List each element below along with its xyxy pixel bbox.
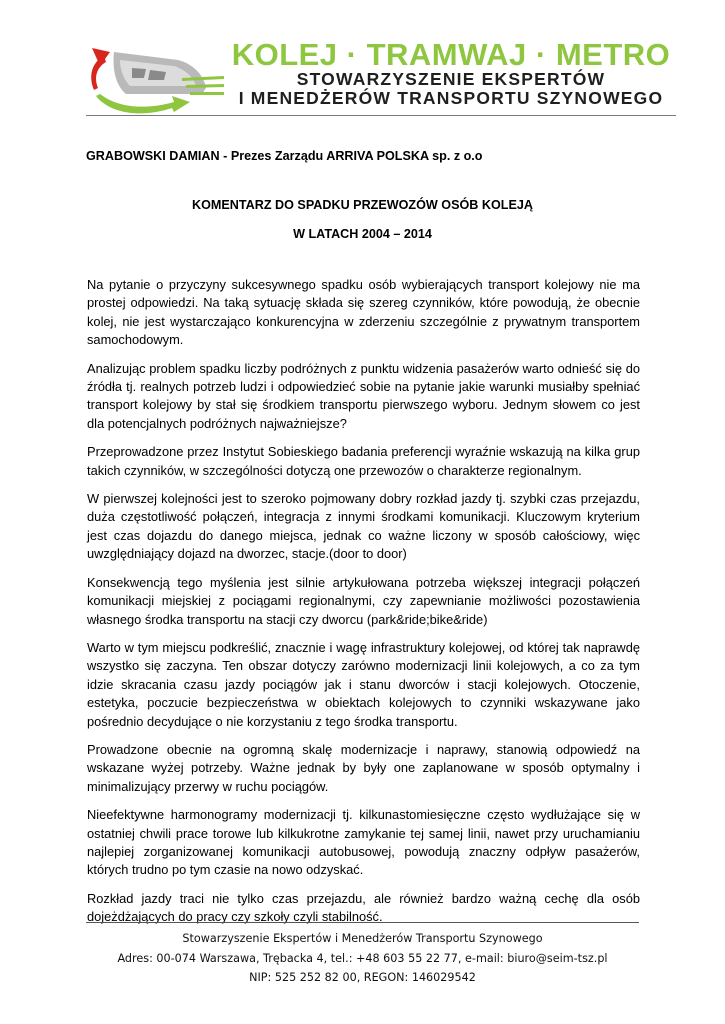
- author-line: GRABOWSKI DAMIAN - Prezes Zarządu ARRIVA POLSKA sp. z o.o: [86, 149, 483, 163]
- train-logo-icon: [86, 38, 224, 116]
- brand-title: KOLEJ · TRAMWAJ · METRO: [231, 37, 671, 72]
- paragraph: Prowadzone obecnie na ogromną skalę modernizacje i naprawy, stanowią odpowiedź na wskazane wyżej potrzeby. Ważne jednak by były one zaplanowane w sposób optymalny i minimalizujący przerwy w ruchu pociągów.: [87, 741, 640, 794]
- paragraph: Konsekwencją tego myślenia jest silnie artykułowana potrzeba większej integracji połączeń komunikacji miejskiej z pociągami regionalnymi, czy zapewnianie możliwości pozostawienia własnego środka transportu na stacji czy dworcu (park&ride;bike&ride): [87, 574, 640, 627]
- paragraph: Na pytanie o przyczyny sukcesywnego spadku osób wybierających transport kolejowy nie ma prostej odpowiedzi. Na taką sytuację składa się szereg czynników, które powodują, że obecnie kolej, nie jest wystarczająco konkurencyjna w zderzeniu szczególnie z prywatnym transportem samochodowym.: [87, 277, 640, 348]
- paragraph: W pierwszej kolejności jest to szeroko pojmowany dobry rozkład jazdy tj. szybki czas przejazdu, duża częstotliwość połączeń, integracja z innymi środkami komunikacji. Kluczowym kryterium jest czas dojazdu do danego miejsca, jednak co ważne liczony w sposób całościowy, więc uwzględniający dojazd na dworzec, stacje.(door to door): [87, 491, 640, 562]
- document-subtitle: W LATACH 2004 – 2014: [293, 227, 432, 241]
- footer-address: Adres: 00-074 Warszawa, Trębacka 4, tel.: +48 603 55 22 77, e-mail: biuro@seim-tsz.pl: [117, 951, 608, 965]
- footer-divider: [86, 922, 639, 923]
- paragraph: Nieefektywne harmonogramy modernizacji tj. kilkunastomiesięczne często wydłużające się w ostatniej chwili prace torowe lub kilkukrotne zamykanie tej samej linii, nawet przy uruchamianiu najlepiej zorganizowanej komunikacji autobusowej, powodują znaczny odpływ pasażerów, których trudno po tym czasie na nowo odzyskać.: [87, 807, 640, 878]
- letterhead: [86, 38, 676, 118]
- header-divider: [86, 115, 676, 116]
- document-body: [87, 276, 640, 937]
- document-title: KOMENTARZ DO SPADKU PRZEWOZÓW OSÓB KOLEJĄ: [192, 198, 533, 212]
- brand-block: [226, 37, 676, 108]
- brand-subtitle-1: STOWARZYSZENIE EKSPERTÓW: [296, 69, 606, 89]
- paragraph: Przeprowadzone przez Instytut Sobieskiego badania preferencji wyraźnie wskazują na kilka grup takich czynników, w szczególności dotyczą one przewozów o charakterze regionalnym.: [87, 444, 640, 478]
- footer-organization: Stowarzyszenie Ekspertów i Menedżerów Transportu Szynowego: [182, 932, 543, 945]
- footer: [0, 929, 725, 988]
- brand-subtitle-2: I MENEDŻERÓW TRANSPORTU SZYNOWEGO: [238, 88, 664, 108]
- paragraph: Warto w tym miejscu podkreślić, znacznie i wagę infrastruktury kolejowej, od której tak naprawdę wszystko się zaczyna. Ten obszar dotyczy zarówno modernizacji linii kolejowych, a co za tym idzie skracania czasu jazdy pociągów jak i stanu dworców i stacji kolejowych. Otoczenie, estetyka, poczucie bezpieczeństwa w obiektach kolejowych to czynniki wskazywane jako pośrednio decydujące o nie korzystaniu z tego środka transportu.: [87, 639, 640, 729]
- footer-tax-ids: NIP: 525 252 82 00, REGON: 146029542: [249, 971, 476, 984]
- paragraph: Analizując problem spadku liczby podróżnych z punktu widzenia pasażerów warto odnieść się do źródła tj. realnych potrzeb ludzi i odpowiedzieć sobie na pytanie jakie warunki musiałby spełniać transport kolejowy by stał się środkiem transportu pierwszego wyboru. Jednym słowem co jest dla potencjalnych podróżnych najważniejsze?: [87, 360, 640, 431]
- paragraph: Rozkład jazdy traci nie tylko czas przejazdu, ale również bardzo ważną cechę dla osób dojeżdżających do pracy czy szkoły czyli stabilność.: [87, 890, 640, 925]
